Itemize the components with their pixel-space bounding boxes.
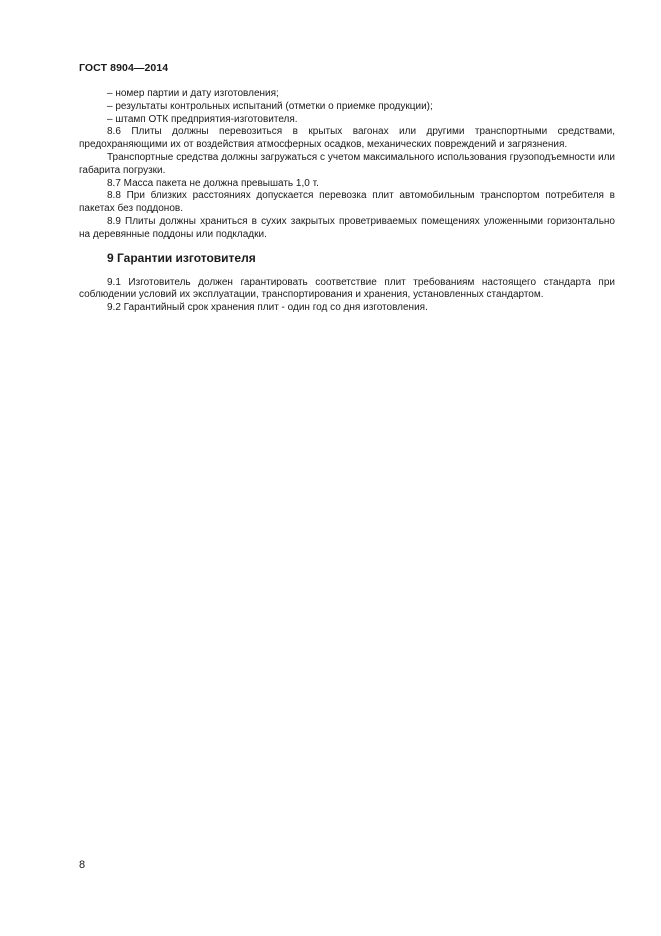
document-header: ГОСТ 8904—2014 xyxy=(79,62,169,74)
clause-8-6-transport: Транспортные средства должны загружаться с учетом максимального использования грузоподъемности или габарита погрузки. xyxy=(79,151,615,176)
list-item-batch-number: – номер партии и дату изготовления; xyxy=(107,88,279,99)
clause-8-8: 8.8 При близких расстояниях допускается перевозка плит автомобильным транспортом потребителя в пакетах без поддонов. xyxy=(79,190,615,215)
document-body xyxy=(79,88,615,315)
clause-9-1: 9.1 Изготовитель должен гарантировать соответствие плит требованиям настоящего стандарта при соблюдении условий их эксплуатации, транспортирования и хранения, установленных стандартом. xyxy=(79,276,615,301)
clause-8-9: 8.9 Плиты должны храниться в сухих закрытых проветриваемых помещениях уложенными горизонтально на деревянные поддоны или подкладки. xyxy=(79,215,615,240)
clause-8-7: 8.7 Масса пакета не должна превышать 1,0 т. xyxy=(107,177,319,189)
clause-8-6: 8.6 Плиты должны перевозиться в крытых вагонах или другими транспортными средствами, предохраняющими их от воздействия атмосферных осадков, механических повреждений и загрязнения. xyxy=(79,126,615,151)
section-heading-9: 9 Гарантии изготовителя xyxy=(107,250,256,265)
list-item-otk-stamp: – штамп ОТК предприятия-изготовителя. xyxy=(107,113,298,125)
page-number: 8 xyxy=(79,859,86,871)
clause-9-2: 9.2 Гарантийный срок хранения плит - один год со дня изготовления. xyxy=(107,302,428,314)
list-item-test-results: – результаты контрольных испытаний (отметки о приемке продукции); xyxy=(107,100,433,112)
